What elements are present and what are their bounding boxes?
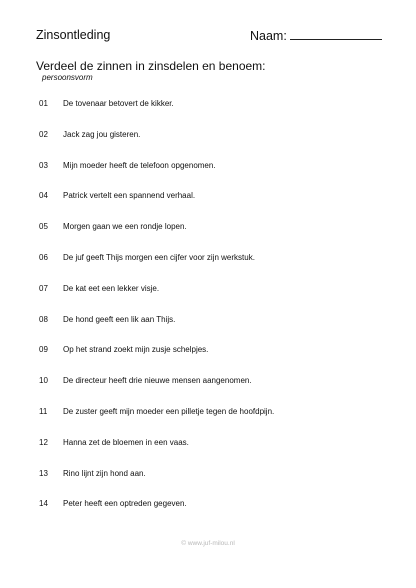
exercise-number: 01 — [39, 99, 48, 108]
exercise-sentence: Jack zag jou gisteren. — [63, 129, 141, 139]
exercise-sentence: De directeur heeft drie nieuwe mensen aangenomen. — [63, 376, 252, 386]
subinstruction-text: persoonsvorm — [42, 73, 93, 82]
exercise-number: 10 — [39, 376, 48, 386]
exercise-number: 12 — [39, 437, 48, 447]
name-label: Naam: — [250, 29, 287, 43]
page-title: Zinsontleding — [36, 28, 111, 42]
exercise-item — [0, 467, 416, 481]
exercise-number: 06 — [39, 253, 48, 262]
exercise-number: 13 — [39, 468, 48, 478]
exercise-item — [0, 282, 416, 296]
exercise-item — [0, 220, 416, 234]
exercise-number: 03 — [39, 160, 48, 170]
exercise-item — [0, 313, 416, 327]
exercise-number: 02 — [39, 129, 48, 139]
exercise-sentence: De tovenaar betovert de kikker. — [63, 99, 174, 108]
exercise-sentence: Rino lijnt zijn hond aan. — [63, 468, 146, 478]
exercise-number: 07 — [39, 283, 48, 293]
exercise-item — [0, 189, 416, 203]
exercise-number: 04 — [39, 191, 48, 201]
exercise-sentence: Patrick vertelt een spannend verhaal. — [63, 191, 196, 201]
exercise-item — [0, 97, 416, 111]
exercise-number: 08 — [39, 314, 48, 324]
exercise-item — [0, 343, 416, 357]
exercise-sentence: De juf geeft Thijs morgen een cijfer voor zijn werkstuk. — [63, 253, 255, 262]
exercise-sentence: De hond geeft een lik aan Thijs. — [63, 314, 176, 324]
exercise-number: 11 — [39, 407, 48, 416]
exercise-item — [0, 497, 416, 511]
footer-credit: © www.juf-milou.nl — [181, 540, 235, 547]
exercise-sentence: De kat eet een lekker visje. — [63, 283, 160, 293]
exercise-sentence: Hanna zet de bloemen in een vaas. — [63, 437, 189, 447]
exercise-number: 09 — [39, 345, 48, 355]
exercise-item — [0, 405, 416, 419]
exercise-item — [0, 128, 416, 142]
exercise-sentence: Op het strand zoekt mijn zusje schelpjes. — [63, 345, 209, 355]
exercise-sentence: Peter heeft een optreden gegeven. — [63, 499, 187, 509]
exercise-item — [0, 374, 416, 388]
exercise-item — [0, 251, 416, 265]
exercise-sentence: Mijn moeder heeft de telefoon opgenomen. — [63, 160, 216, 170]
exercise-sentence: Morgen gaan we een rondje lopen. — [63, 222, 187, 232]
exercise-item — [0, 159, 416, 173]
exercise-number: 05 — [39, 222, 48, 232]
exercise-number: 14 — [39, 499, 48, 509]
exercise-item — [0, 436, 416, 450]
exercise-sentence: De zuster geeft mijn moeder een pilletje tegen de hoofdpijn. — [63, 407, 275, 416]
instruction-text: Verdeel de zinnen in zinsdelen en benoem: — [36, 59, 266, 73]
